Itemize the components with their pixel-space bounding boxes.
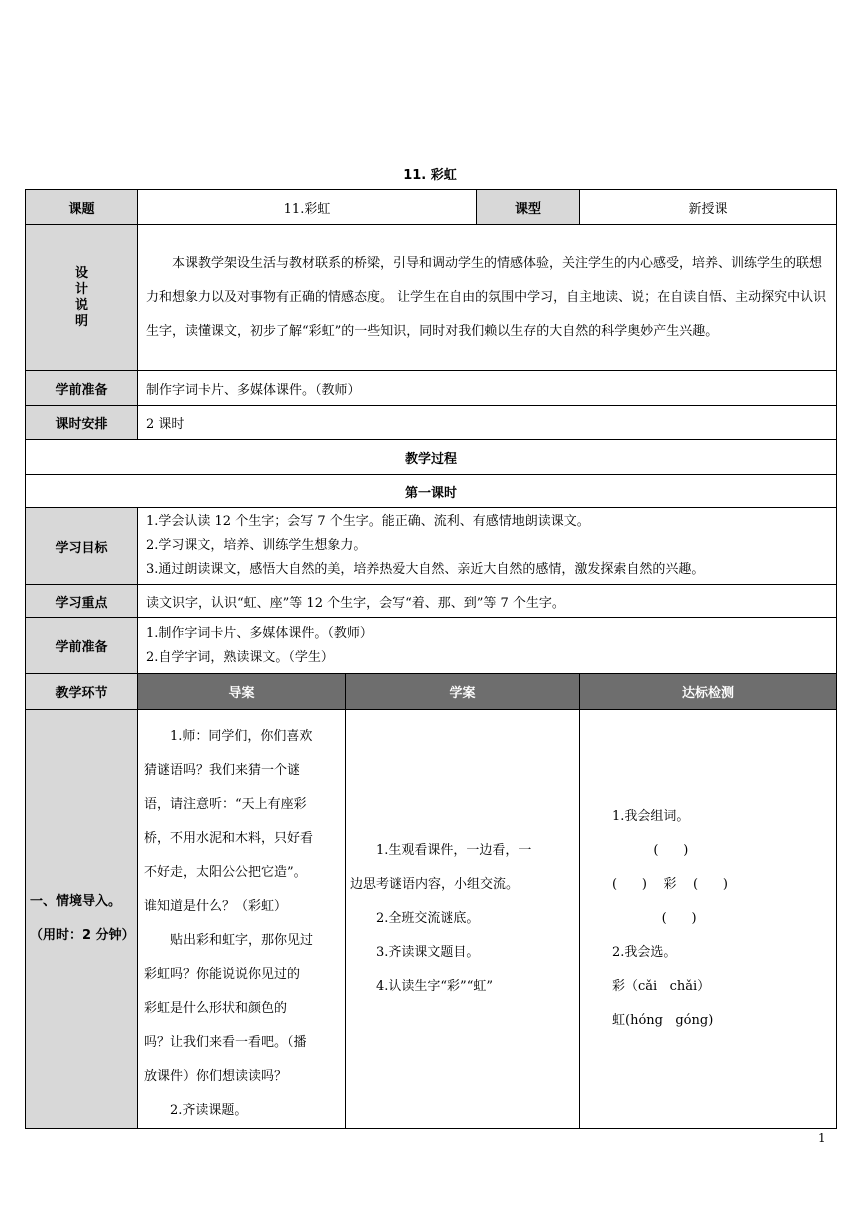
schedule-row (26, 406, 837, 440)
stage1-guide-cell (138, 710, 346, 1129)
stage1-study-cell (346, 710, 580, 1129)
design-label-char: 明 (74, 313, 88, 329)
check-line: 彩（cǎi chǎi） (612, 979, 711, 994)
check-line: 1.我会组词。 (612, 809, 690, 824)
schedule-label: 课时安排 (26, 406, 138, 440)
process-heading-row (26, 440, 837, 475)
check-line: ( ) (612, 843, 689, 858)
columns-header-row (26, 674, 837, 710)
prep2-item: 1.制作字词卡片、多媒体课件。（教师） (146, 625, 373, 641)
prep-row (26, 371, 837, 406)
design-label (26, 225, 138, 371)
period-heading: 第一课时 (26, 475, 837, 508)
topic-label: 课题 (26, 190, 138, 225)
study-line: 边思考谜语内容，小组交流。 (350, 877, 520, 892)
design-label-char: 说 (74, 297, 88, 313)
design-text-cell (138, 225, 837, 371)
guide-line: 2.齐读课题。 (170, 1103, 248, 1118)
stage1-check (580, 800, 836, 1038)
guide-line: 桥，不用水泥和木料，只好看 (144, 831, 314, 846)
goal-item: 2.学习课文，培养、训练学生想象力。 (146, 538, 367, 553)
stage1-study (346, 834, 579, 1004)
guide-line: 彩虹吗？你能说说你见过的 (144, 967, 301, 982)
check-line: 2.我会选。 (612, 945, 677, 960)
prep-label: 学前准备 (26, 371, 138, 406)
guide-line: 猜谜语吗？我们来猜一个谜 (144, 763, 301, 778)
design-label-char: 设 (74, 265, 88, 281)
guide-line: 不好走，太阳公公把它造”。 (144, 865, 307, 880)
topic-row (26, 190, 837, 225)
check-column-header: 达标检测 (580, 674, 837, 710)
schedule-value: 2 课时 (138, 406, 837, 440)
goal-item: 3.通过朗读课文，感悟大自然的美，培养热爱大自然、亲近大自然的感情，激发探索自然的兴趣。 (146, 562, 705, 577)
design-row (26, 225, 837, 371)
guide-line: 放课件）你们想读读吗？ (144, 1069, 288, 1084)
stage1-check-cell (580, 710, 837, 1129)
design-label-char: 计 (74, 281, 88, 297)
stage1-name: 一、情境导入。（用时：2 分钟） (26, 710, 138, 1129)
stage1-row (26, 710, 837, 1129)
study-line: 3.齐读课文题目。 (376, 945, 480, 960)
study-column-header: 学案 (346, 674, 580, 710)
check-line: ( ) 彩 ( ) (612, 877, 728, 892)
stage-column-header: 教学环节 (26, 674, 138, 710)
page-title: 11. 彩虹 (403, 168, 457, 183)
focus-row (26, 585, 837, 618)
guide-line: 谁知道是什么？（彩虹） (144, 899, 288, 914)
prep2-cell (138, 618, 837, 674)
focus-label: 学习重点 (26, 585, 138, 618)
guide-line: 吗？让我们来看一看吧。（播 (144, 1035, 307, 1050)
prep-value: 制作字词卡片、多媒体课件。（教师） (138, 371, 837, 406)
prep2-row (26, 618, 837, 674)
guide-column-header: 导案 (138, 674, 346, 710)
goals-cell (138, 508, 837, 585)
study-line: 4.认读生字“彩”“虹” (376, 979, 493, 994)
goal-item: 1.学会认读 12 个生字；会写 7 个生字。能正确、流利、有感情地朗读课文。 (146, 514, 590, 529)
check-line: 虹(hóng góng) (612, 1013, 714, 1028)
topic-value: 11.彩虹 (138, 190, 477, 225)
period-heading-row (26, 475, 837, 508)
page-number: 1 (818, 1131, 826, 1145)
goals-row (26, 508, 837, 585)
goals-label: 学习目标 (26, 508, 138, 585)
study-line: 2.全班交流谜底。 (376, 911, 480, 926)
lesson-type-label: 课型 (477, 190, 580, 225)
design-text: 本课教学架设生活与教材联系的桥梁，引导和调动学生的情感体验，关注学生的内心感受，培养、训练学生的联想力和想象力以及对事物有正确的情感态度。 让学生在自由的氛围中学习，自主地读、说；在自读自悟、主动探究中认识生字，读懂课文，初步了解“彩虹”的一些知识，同时对我们赖以生存的大自然的科学奥妙产生兴趣。 (146, 255, 827, 339)
stage1-guide (138, 710, 345, 1128)
prep2-item: 2.自学字词，熟读课文。（学生） (146, 649, 334, 665)
prep2-label: 学前准备 (26, 618, 138, 674)
lesson-type-value: 新授课 (580, 190, 837, 225)
study-line: 1.生观看课件，一边看，一 (376, 843, 532, 858)
guide-line: 彩虹是什么形状和颜色的 (144, 1001, 288, 1016)
focus-value: 读文识字，认识“虹、座”等 12 个生字，会写“着、那、到”等 7 个生字。 (138, 585, 837, 618)
guide-line: 语，请注意听：“天上有座彩 (144, 797, 307, 812)
lesson-plan-table (25, 189, 837, 1129)
guide-line: 1.师：同学们，你们喜欢 (170, 729, 313, 744)
process-heading: 教学过程 (26, 440, 837, 475)
guide-line: 贴出彩和虹字，那你见过 (170, 933, 314, 948)
check-line: ( ) (612, 911, 697, 926)
